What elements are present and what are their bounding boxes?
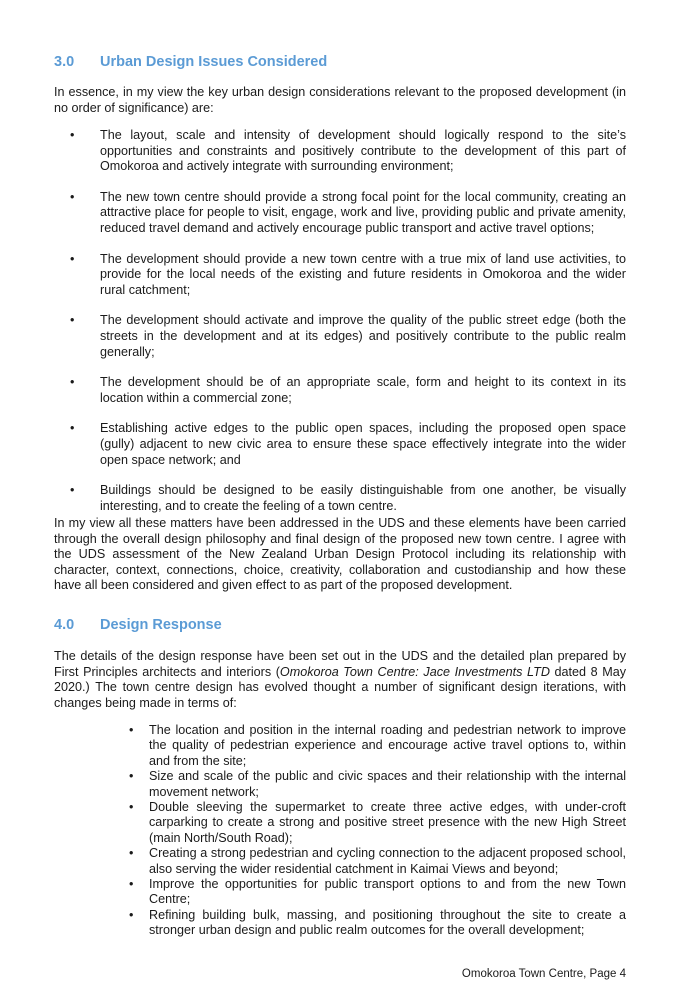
section-4-bullet-list xyxy=(129,723,626,939)
bullet-icon: • xyxy=(129,877,134,892)
section-3-heading xyxy=(54,54,327,70)
list-item: • Creating a strong pedestrian and cycling connection to the adjacent proposed school, also serving the wider residential catchment in Kaimai Views and beyond; xyxy=(129,846,626,876)
page-footer: Omokoroa Town Centre, Page 4 xyxy=(461,968,626,980)
bullet-icon: • xyxy=(129,846,134,861)
section-3-number: 3.0 xyxy=(54,54,75,70)
list-item: • Improve the opportunities for public transport options to and from the new Town Centre; xyxy=(129,877,626,907)
list-item: • Refining building bulk, massing, and positioning throughout the site to create a stronger urban design and public realm outcomes for the overall development; xyxy=(129,907,626,938)
list-item: • Size and scale of the public and civic spaces and their relationship with the internal movement network; xyxy=(129,769,626,799)
list-item: • Establishing active edges to the public open spaces, including the proposed open space (gully) adjacent to new civic area to ensure these space effectively integrate into the wider open space network; and xyxy=(70,421,626,467)
list-item: • The development should activate and improve the quality of the public street edge (both the streets in the development and at its edges) and positively contribute to the public realm generally; xyxy=(70,313,626,359)
bullet-icon: • xyxy=(129,723,134,737)
bullet-icon: • xyxy=(129,769,134,784)
list-item: • The location and position in the internal roading and pedestrian network to improve the quality of pedestrian experience and encourage active travel options to, within and from the site; xyxy=(129,723,626,768)
bullet-icon: • xyxy=(70,313,75,328)
bullet-icon: • xyxy=(70,421,75,436)
section-4-number: 4.0 xyxy=(54,617,75,633)
list-item: • Double sleeving the supermarket to create three active edges, with under-croft carparking to create a strong and positive street presence with the new High Street (main North/South Road); xyxy=(129,800,626,845)
bullet-icon: • xyxy=(70,128,75,142)
section-3-intro: In essence, in my view the key urban design considerations relevant to the proposed development (in no order of significance) are: xyxy=(54,85,626,115)
section-3-conclusion: In my view all these matters have been addressed in the UDS and these elements have been carried through the overall design philosophy and final design of the proposed new town centre. I agree with the UDS assessment of the New Zealand Urban Design Protocol including its relationship with character, context, connections, choice, creativity, collaboration and custodianship and how these have all been considered and given effect to as part of the proposed development. xyxy=(54,516,626,593)
section-4-intro: The details of the design response have been set out in the UDS and the detailed plan prepared by First Principles architects and interiors (Omokoroa Town Centre: Jace Investments LTD dated 8 May 2020.) The town centre design has evolved thought a number of significant design iterations, with changes being made in terms of: xyxy=(54,649,626,710)
bullet-icon: • xyxy=(70,483,75,498)
bullet-icon: • xyxy=(70,189,75,204)
list-item: • The development should be of an appropriate scale, form and height to its context in its location within a commercial zone; xyxy=(70,375,626,405)
list-item: • The layout, scale and intensity of development should logically respond to the site’s opportunities and constraints and positively contribute to the development of this part of Omokoroa and actively integrate with surrounding environment; xyxy=(70,128,626,174)
section-3-title: Urban Design Issues Considered xyxy=(100,54,328,70)
bullet-icon: • xyxy=(129,907,134,922)
bullet-icon: • xyxy=(129,800,134,815)
section-4-heading xyxy=(54,617,222,633)
section-4-title: Design Response xyxy=(100,617,222,633)
list-item: • The development should provide a new town centre with a true mix of land use activities, to provide for the local needs of the existing and future residents in Omokoroa and the wider rural catchment; xyxy=(70,251,626,297)
bullet-icon: • xyxy=(70,375,75,390)
list-item: • The new town centre should provide a strong focal point for the local community, creating an attractive place for people to visit, engage, work and live, providing public and private amenity, reduced travel demand and actively encourage public transport and active travel options; xyxy=(70,189,626,235)
section-3-bullet-list xyxy=(54,128,626,529)
list-item: • Buildings should be designed to be easily distinguishable from one another, be visually interesting, and to create the feeling of a town centre. xyxy=(70,483,626,513)
bullet-icon: • xyxy=(70,251,75,266)
